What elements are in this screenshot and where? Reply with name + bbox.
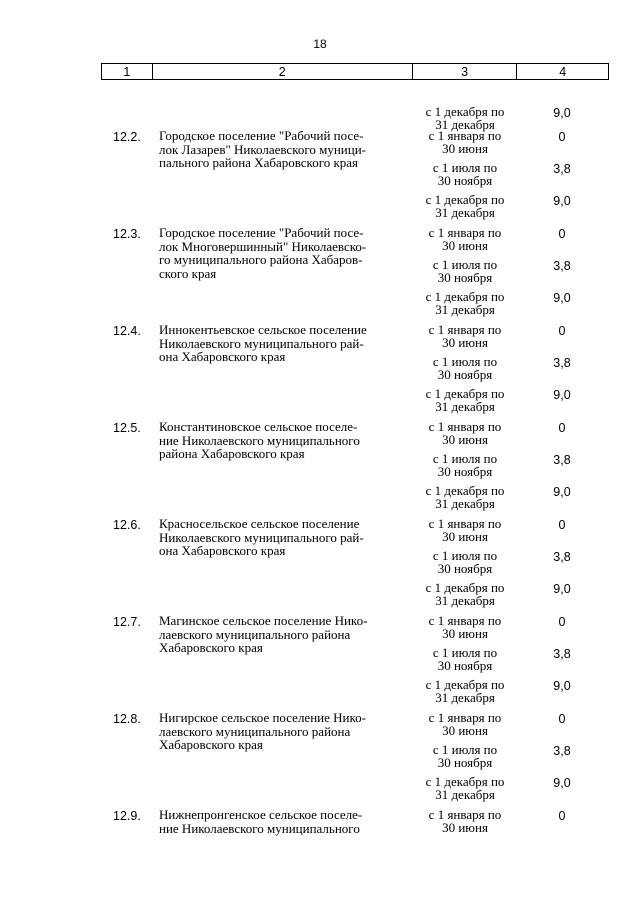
period-start: с 1 июля по xyxy=(432,451,498,466)
table-row xyxy=(101,613,609,710)
period-cell xyxy=(413,388,517,413)
row-number: 12.6. xyxy=(113,518,141,532)
value-cell: 3,8 xyxy=(553,259,571,273)
period-start: с 1 декабря по xyxy=(425,104,505,119)
settlement-name-line: она Хабаровского края xyxy=(159,349,286,364)
value-cell: 9,0 xyxy=(553,582,571,596)
settlement-name-line: ского края xyxy=(159,265,217,281)
value-cell: 3,8 xyxy=(553,550,571,564)
period-start: с 1 января по xyxy=(428,128,502,143)
period-cell xyxy=(413,130,517,155)
period-end: 31 декабря xyxy=(435,301,495,317)
period-start: с 1 декабря по xyxy=(425,289,505,304)
period-end: 30 ноября xyxy=(437,560,493,576)
page-number: 18 xyxy=(313,37,327,51)
period-cell xyxy=(413,291,517,316)
period-end: 30 июня xyxy=(442,625,488,641)
row-number: 12.9. xyxy=(113,809,141,823)
period-start: с 1 июля по xyxy=(432,160,498,175)
settlement-name-line: лаевского муниципального района xyxy=(159,723,351,739)
settlement-name-line: Городское поселение "Рабочий посе- xyxy=(159,128,364,143)
period-start: с 1 декабря по xyxy=(425,677,505,692)
period-cell xyxy=(413,518,517,543)
value-cell: 0 xyxy=(558,615,566,629)
period-start: с 1 января по xyxy=(428,225,502,240)
period-start: с 1 декабря по xyxy=(425,580,505,595)
period-cell xyxy=(413,421,517,446)
settlement-name-line: она Хабаровского края xyxy=(159,543,286,558)
period-start: с 1 января по xyxy=(428,516,502,531)
period-cell xyxy=(413,647,517,672)
row-number: 12.7. xyxy=(113,615,141,629)
value-cell: 0 xyxy=(558,227,566,241)
period-end: 30 ноября xyxy=(437,463,493,479)
period-end: 30 ноября xyxy=(437,754,493,770)
period-cell xyxy=(413,809,517,834)
period-start: с 1 июля по xyxy=(432,548,498,563)
value-cell: 3,8 xyxy=(553,453,571,467)
value-cell: 0 xyxy=(558,518,566,532)
value-cell: 0 xyxy=(558,324,566,338)
value-cell: 0 xyxy=(558,130,566,144)
value-cell: 3,8 xyxy=(553,647,571,661)
period-cell xyxy=(413,582,517,607)
period-start: с 1 декабря по xyxy=(425,386,505,401)
period-end: 31 декабря xyxy=(435,116,495,132)
settlement-name-line: Нигирское сельское поселение Нико- xyxy=(159,710,366,725)
period-end: 30 июня xyxy=(442,528,488,544)
settlement-name xyxy=(159,420,409,461)
value-cell: 9,0 xyxy=(553,388,571,402)
settlement-name xyxy=(159,808,409,835)
period-cell xyxy=(413,776,517,801)
period-start: с 1 января по xyxy=(428,419,502,434)
period-end: 30 июня xyxy=(442,722,488,738)
period-start: с 1 января по xyxy=(428,613,502,628)
settlement-name-line: Иннокентьевское сельское поселение xyxy=(159,322,367,337)
period-end: 30 июня xyxy=(442,431,488,447)
period-end: 31 декабря xyxy=(435,495,495,511)
value-cell: 9,0 xyxy=(553,776,571,790)
settlement-name-line: района Хабаровского края xyxy=(159,446,305,461)
period-cell xyxy=(413,162,517,187)
value-cell: 9,0 xyxy=(553,291,571,305)
row-number: 12.5. xyxy=(113,421,141,435)
header-col-1: 1 xyxy=(102,64,153,79)
period-end: 31 декабря xyxy=(435,592,495,608)
settlement-name-line: ние Николаевского муниципального xyxy=(159,820,360,836)
period-end: 30 июня xyxy=(442,334,488,350)
period-end: 31 декабря xyxy=(435,689,495,705)
value-cell: 9,0 xyxy=(553,106,571,120)
row-number: 12.2. xyxy=(113,130,141,144)
settlement-name-line: Городское поселение "Рабочий посе- xyxy=(159,225,364,240)
settlement-name-line: Хабаровского края xyxy=(159,737,263,752)
table-body xyxy=(101,96,609,904)
settlement-name-line: Магинское сельское поселение Нико- xyxy=(159,613,368,628)
settlement-name xyxy=(159,711,409,752)
period-cell xyxy=(413,324,517,349)
period-start: с 1 января по xyxy=(428,710,502,725)
settlement-name-line: го муниципального района Хабаров- xyxy=(159,252,363,267)
period-cell xyxy=(413,194,517,219)
period-end: 30 ноября xyxy=(437,366,493,382)
period-cell xyxy=(413,550,517,575)
period-cell xyxy=(413,227,517,252)
table-row xyxy=(101,322,609,419)
period-end: 30 ноября xyxy=(437,657,493,673)
period-cell xyxy=(413,615,517,640)
period-end: 30 ноября xyxy=(437,172,493,188)
period-cell xyxy=(413,259,517,284)
table-row xyxy=(101,225,609,322)
table-row xyxy=(101,516,609,613)
period-start: с 1 июля по xyxy=(432,354,498,369)
period-cell xyxy=(413,744,517,769)
period-end: 31 декабря xyxy=(435,786,495,802)
period-cell xyxy=(413,453,517,478)
value-cell: 0 xyxy=(558,712,566,726)
header-col-4: 4 xyxy=(559,64,567,79)
settlement-name-line: Николаевского муниципального рай- xyxy=(159,529,364,545)
period-end: 30 ноября xyxy=(437,269,493,285)
table-header xyxy=(101,63,609,80)
header-col-2: 2 xyxy=(153,64,413,79)
settlement-name-line: Хабаровского края xyxy=(159,640,263,655)
period-cell xyxy=(413,712,517,737)
period-start: с 1 июля по xyxy=(432,257,498,272)
value-cell: 9,0 xyxy=(553,194,571,208)
table-row xyxy=(101,710,609,807)
settlement-name xyxy=(159,517,409,558)
period-end: 30 июня xyxy=(442,140,488,156)
settlement-name-line: Николаевского муниципального рай- xyxy=(159,335,364,351)
value-cell: 9,0 xyxy=(553,485,571,499)
value-cell: 0 xyxy=(558,809,566,823)
period-end: 31 декабря xyxy=(435,398,495,414)
settlement-name-line: лаевского муниципального района xyxy=(159,626,351,642)
settlement-name xyxy=(159,323,409,364)
row-number: 12.8. xyxy=(113,712,141,726)
settlement-name-line: пального района Хабаровского края xyxy=(159,155,359,170)
period-end: 31 декабря xyxy=(435,204,495,220)
period-cell xyxy=(413,679,517,704)
value-cell: 3,8 xyxy=(553,744,571,758)
period-start: с 1 июля по xyxy=(432,645,498,660)
period-start: с 1 декабря по xyxy=(425,192,505,207)
table-row xyxy=(101,419,609,516)
row-number: 12.3. xyxy=(113,227,141,241)
period-cell xyxy=(413,356,517,381)
period-start: с 1 декабря по xyxy=(425,483,505,498)
settlement-name-line: Константиновское сельское поселе- xyxy=(159,419,358,434)
settlement-name-line: лок Лазарев" Николаевского муници- xyxy=(159,141,366,157)
value-cell: 3,8 xyxy=(553,162,571,176)
period-end: 30 июня xyxy=(442,819,488,835)
row-number: 12.4. xyxy=(113,324,141,338)
period-end: 30 июня xyxy=(442,237,488,253)
value-cell: 9,0 xyxy=(553,679,571,693)
table-row xyxy=(101,128,609,225)
settlement-name xyxy=(159,226,409,280)
value-cell: 0 xyxy=(558,421,566,435)
settlement-name-line: ние Николаевского муниципального xyxy=(159,432,360,448)
settlement-name xyxy=(159,129,409,170)
table-row xyxy=(101,96,609,132)
settlement-name-line: Красносельское сельское поселение xyxy=(159,516,360,531)
period-start: с 1 июля по xyxy=(432,742,498,757)
table-row xyxy=(101,807,609,904)
period-start: с 1 декабря по xyxy=(425,774,505,789)
settlement-name-line: лок Многовершинный" Николаевско- xyxy=(159,238,367,254)
period-cell xyxy=(413,485,517,510)
period-start: с 1 января по xyxy=(428,322,502,337)
value-cell: 3,8 xyxy=(553,356,571,370)
header-col-3: 3 xyxy=(413,64,518,79)
period-start: с 1 января по xyxy=(428,807,502,822)
settlement-name xyxy=(159,614,409,655)
settlement-name-line: Нижнепронгенское сельское поселе- xyxy=(159,807,363,822)
